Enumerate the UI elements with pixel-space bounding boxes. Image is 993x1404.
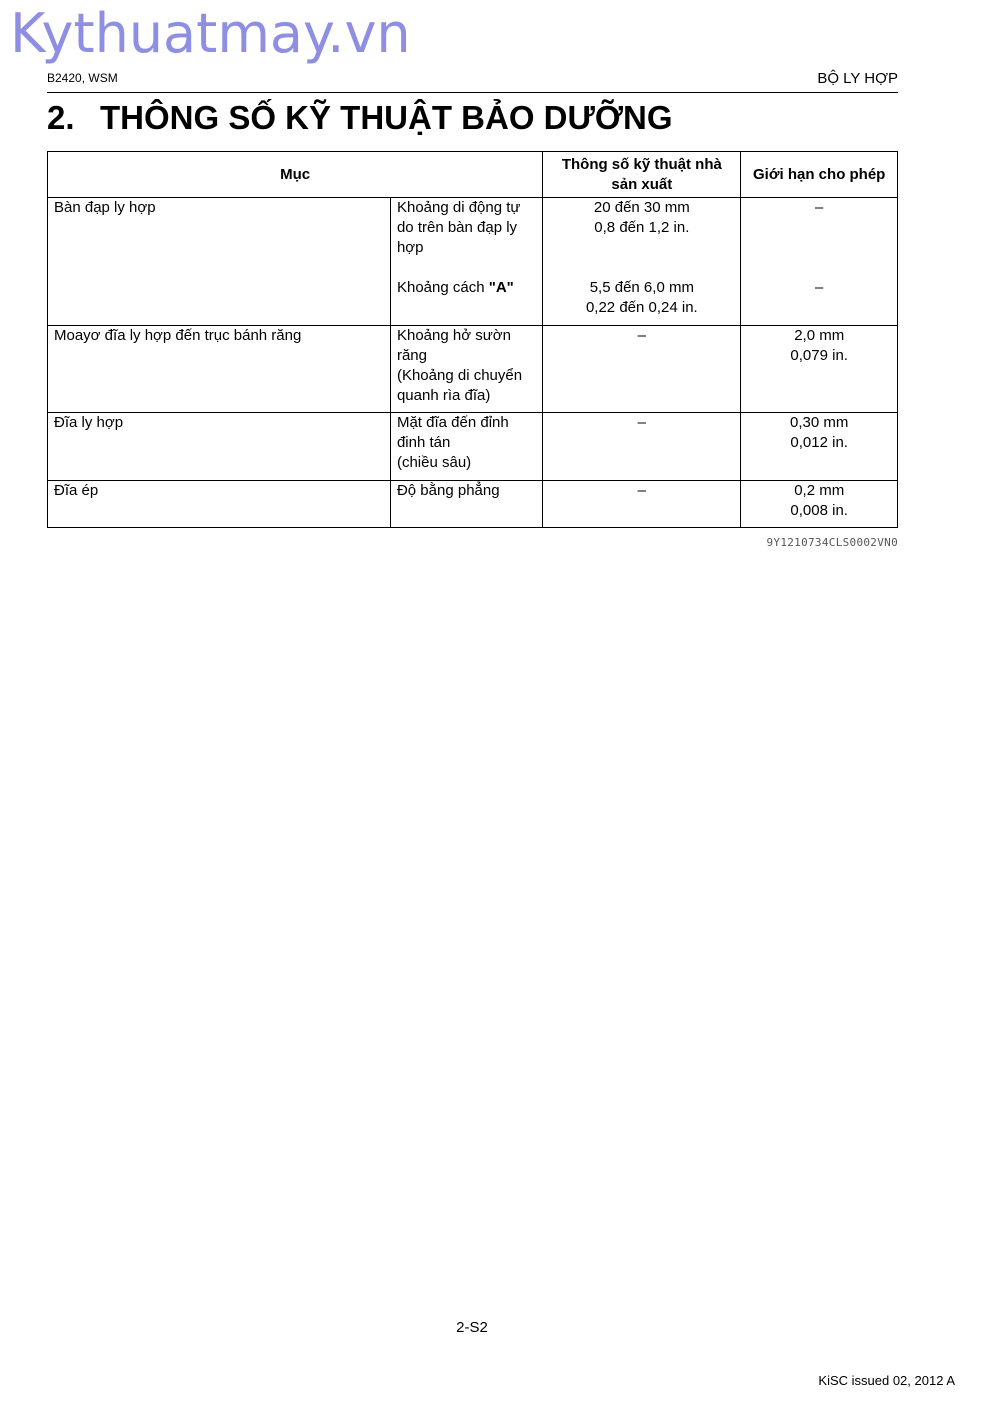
row-param bbox=[390, 198, 542, 326]
table-row bbox=[48, 198, 898, 326]
header-spec: Thông số kỹ thuật nhà sản xuất bbox=[543, 152, 741, 198]
param-line: Khoảng hở sườn răng bbox=[396, 327, 511, 364]
row-param bbox=[390, 481, 542, 528]
spec-value-mm: 20 đến 30 mm bbox=[593, 199, 690, 216]
limit-value-mm: 0,2 mm bbox=[794, 482, 845, 499]
param-distance-a bbox=[397, 278, 536, 298]
limit-value-in: 0,079 in. bbox=[790, 347, 848, 364]
page-number: 2-S2 bbox=[456, 1319, 488, 1336]
header-item: Mục bbox=[48, 152, 543, 198]
watermark-logo: Kythuatmay.vn bbox=[10, 2, 411, 65]
page-title bbox=[47, 98, 673, 138]
row-spec bbox=[543, 198, 741, 326]
header-section: BỘ LY HỢP bbox=[817, 70, 898, 87]
limit-value-in: 0,008 in. bbox=[790, 502, 848, 519]
spec-free-travel bbox=[549, 198, 734, 258]
param-line: (Khoảng di chuyển quanh rìa đĩa) bbox=[396, 367, 523, 404]
issued-note: KiSC issued 02, 2012 A bbox=[818, 1373, 955, 1388]
limit-distance-a: – bbox=[815, 279, 824, 296]
row-spec: – bbox=[543, 481, 741, 528]
table-header-row bbox=[48, 152, 898, 198]
param-line: (chiều sâu) bbox=[396, 454, 472, 471]
limit-free-travel: – bbox=[815, 199, 824, 216]
header-divider bbox=[47, 92, 898, 93]
limit-value-mm: 0,30 mm bbox=[790, 414, 849, 431]
document-code: 9Y1210734CLS0002VN0 bbox=[766, 536, 898, 549]
row-item: Đĩa ép bbox=[48, 481, 391, 528]
spec-value-mm: 5,5 đến 6,0 mm bbox=[589, 279, 694, 296]
param-distance-a-label: "A" bbox=[488, 279, 514, 296]
page-title-text: THÔNG SỐ KỸ THUẬT BẢO DƯỠNG bbox=[100, 99, 673, 136]
row-spec: – bbox=[543, 326, 741, 413]
page-title-number: 2. bbox=[47, 99, 75, 136]
row-limit bbox=[741, 481, 898, 528]
param-line: Độ bằng phẳng bbox=[396, 482, 500, 499]
row-limit bbox=[741, 198, 898, 326]
row-item: Bàn đạp ly hợp bbox=[48, 198, 391, 326]
row-spec: – bbox=[543, 413, 741, 481]
header-limit: Giới hạn cho phép bbox=[741, 152, 898, 198]
table-row bbox=[48, 326, 898, 413]
table-row bbox=[48, 413, 898, 481]
row-param bbox=[390, 413, 542, 481]
maintenance-spec-table bbox=[47, 151, 898, 528]
limit-value-in: 0,012 in. bbox=[790, 434, 848, 451]
row-limit bbox=[741, 326, 898, 413]
spec-distance-a bbox=[549, 278, 734, 318]
param-distance-a-prefix: Khoảng cách bbox=[396, 279, 489, 296]
param-free-travel: Khoảng di động tự do trên bàn đạp ly hợp bbox=[396, 199, 521, 256]
table-row bbox=[48, 481, 898, 528]
row-item: Moayơ đĩa ly hợp đến trục bánh răng bbox=[48, 326, 391, 413]
spec-value-in: 0,22 đến 0,24 in. bbox=[585, 299, 698, 316]
param-line: Mặt đĩa đến đỉnh đinh tán bbox=[396, 414, 509, 451]
row-item: Đĩa ly hợp bbox=[48, 413, 391, 481]
row-limit bbox=[741, 413, 898, 481]
limit-value-mm: 2,0 mm bbox=[794, 327, 845, 344]
spec-value-in: 0,8 đến 1,2 in. bbox=[594, 219, 690, 236]
row-param bbox=[390, 326, 542, 413]
header-model: B2420, WSM bbox=[47, 71, 118, 85]
